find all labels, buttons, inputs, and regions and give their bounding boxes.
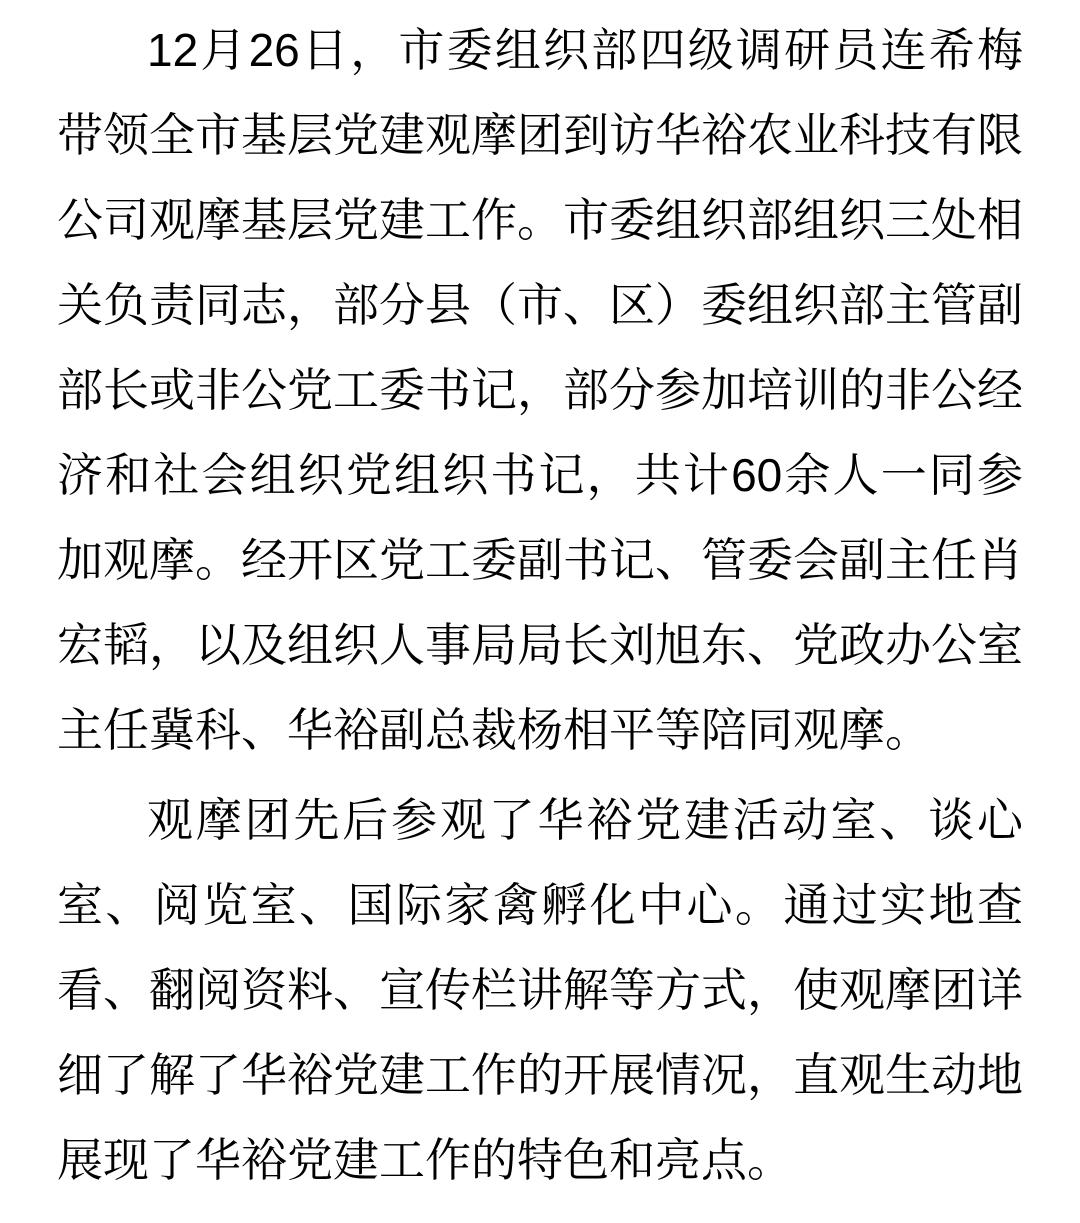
text-line: 关负责同志，部分县（市、区）委组织部主管副 bbox=[57, 279, 1023, 331]
text-line: 带领全市基层党建观摩团到访华裕农业科技有限 bbox=[57, 109, 1023, 161]
text-line: 公司观摩基层党建工作。市委组织部组织三处相 bbox=[57, 194, 1023, 246]
text-line: 室、阅览室、国际家禽孵化中心。通过实地查 bbox=[57, 879, 1023, 931]
text-line: 宏韬，以及组织人事局局长刘旭东、党政办公室 bbox=[57, 619, 1023, 671]
text-line: 细了解了华裕党建工作的开展情况，直观生动地 bbox=[57, 1049, 1023, 1101]
text-line: 展现了华裕党建工作的特色和亮点。 bbox=[57, 1134, 793, 1186]
text-line: 加观摩。经开区党工委副书记、管委会副主任肖 bbox=[57, 534, 1023, 586]
text-line: 济和社会组织党组织书记，共计60余人一同参 bbox=[57, 449, 1023, 501]
text-line: 看、翻阅资料、宣传栏讲解等方式，使观摩团详 bbox=[57, 964, 1023, 1016]
text-line: 观摩团先后参观了华裕党建活动室、谈心 bbox=[147, 794, 1023, 846]
paragraph-1 bbox=[57, 8, 1023, 773]
text-line: 12月26日，市委组织部四级调研员连希梅 bbox=[147, 24, 1023, 76]
paragraph-2 bbox=[57, 778, 1023, 1203]
text-line: 主任冀科、华裕副总裁杨相平等陪同观摩。 bbox=[57, 704, 931, 756]
text-line: 部长或非公党工委书记，部分参加培训的非公经 bbox=[57, 364, 1023, 416]
